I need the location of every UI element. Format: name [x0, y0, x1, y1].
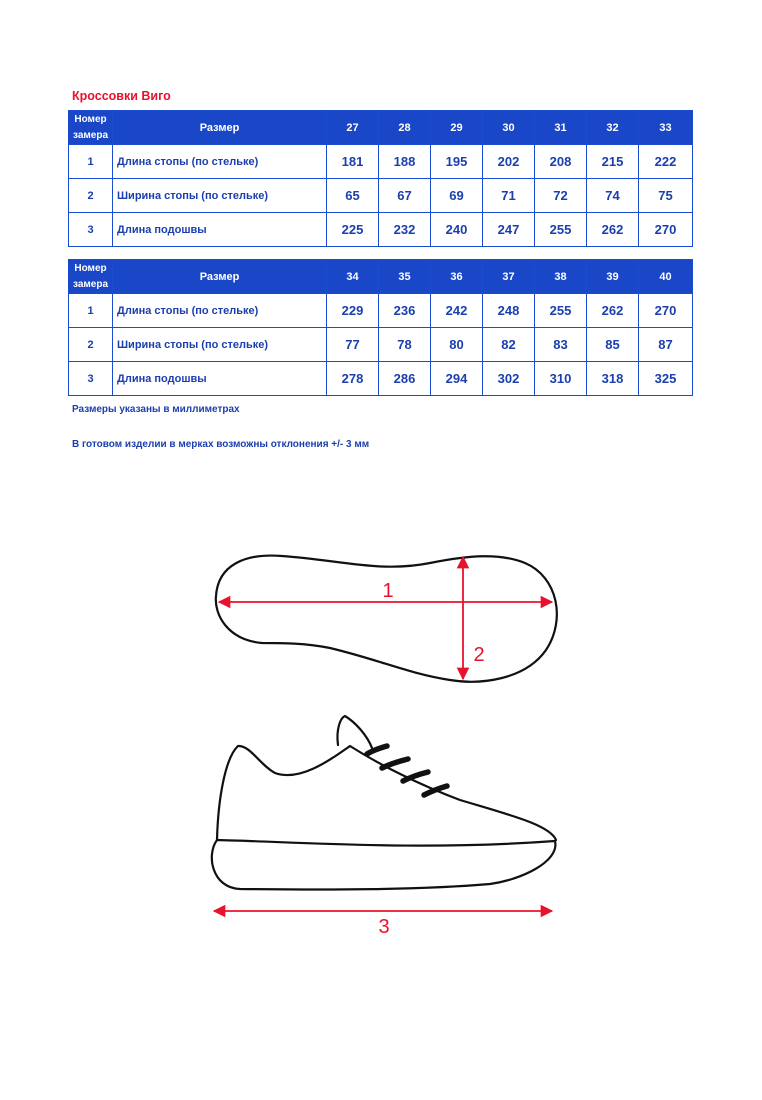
table-cell: 69	[431, 179, 483, 213]
table-cell: 195	[431, 145, 483, 179]
table-cell: 215	[587, 145, 639, 179]
table-cell: 80	[431, 328, 483, 362]
table-cell: 83	[535, 328, 587, 362]
table-cell: 302	[483, 362, 535, 396]
table-cell: 87	[639, 328, 693, 362]
size-column-header: 28	[379, 111, 431, 145]
size-column-header: 27	[327, 111, 379, 145]
row-label: Ширина стопы (по стельке)	[113, 328, 327, 362]
row-index: 2	[69, 179, 113, 213]
size-column-header: 36	[431, 260, 483, 294]
table-cell: 236	[379, 294, 431, 328]
table-cell: 72	[535, 179, 587, 213]
size-column-header: 38	[535, 260, 587, 294]
table-cell: 181	[327, 145, 379, 179]
table-cell: 286	[379, 362, 431, 396]
table-cell: 65	[327, 179, 379, 213]
size-column-header: 33	[639, 111, 693, 145]
table-cell: 208	[535, 145, 587, 179]
table-cell: 229	[327, 294, 379, 328]
row-label: Длина стопы (по стельке)	[113, 145, 327, 179]
table-cell: 310	[535, 362, 587, 396]
table-cell: 262	[587, 213, 639, 247]
foot-length-label: 1	[382, 580, 394, 602]
row-label: Длина стопы (по стельке)	[113, 294, 327, 328]
page-title: Кроссовки Виго	[72, 89, 171, 103]
table-cell: 85	[587, 328, 639, 362]
table-cell: 255	[535, 213, 587, 247]
size-column-header: 29	[431, 111, 483, 145]
table-cell: 242	[431, 294, 483, 328]
table-cell: 67	[379, 179, 431, 213]
table-cell: 270	[639, 213, 693, 247]
table-cell: 78	[379, 328, 431, 362]
table-cell: 294	[431, 362, 483, 396]
table-cell: 188	[379, 145, 431, 179]
size-header: Размер	[113, 260, 327, 294]
table-cell: 202	[483, 145, 535, 179]
size-column-header: 31	[535, 111, 587, 145]
size-column-header: 34	[327, 260, 379, 294]
row-index: 1	[69, 145, 113, 179]
size-column-header: 39	[587, 260, 639, 294]
insole-outline	[216, 556, 557, 682]
table-cell: 82	[483, 328, 535, 362]
table-cell: 225	[327, 213, 379, 247]
row-label: Длина подошвы	[113, 362, 327, 396]
table-cell: 240	[431, 213, 483, 247]
table-cell: 74	[587, 179, 639, 213]
foot-width-label: 2	[473, 644, 485, 666]
row-index: 2	[69, 328, 113, 362]
table-cell: 247	[483, 213, 535, 247]
table-cell: 270	[639, 294, 693, 328]
size-column-header: 40	[639, 260, 693, 294]
sole-length-label: 3	[378, 916, 390, 938]
table-cell: 248	[483, 294, 535, 328]
row-label: Длина подошвы	[113, 213, 327, 247]
table-cell: 232	[379, 213, 431, 247]
size-column-header: 32	[587, 111, 639, 145]
size-column-header: 37	[483, 260, 535, 294]
row-index: 3	[69, 213, 113, 247]
table-cell: 71	[483, 179, 535, 213]
table-cell: 262	[587, 294, 639, 328]
table-cell: 318	[587, 362, 639, 396]
row-label: Ширина стопы (по стельке)	[113, 179, 327, 213]
table-cell: 77	[327, 328, 379, 362]
tolerance-note: В готовом изделии в мерках возможны отклонения +/- 3 мм	[72, 439, 370, 450]
table-cell: 278	[327, 362, 379, 396]
size-header: Размер	[113, 111, 327, 145]
measure-number-header: Номер замера	[69, 260, 113, 294]
sneaker-outline	[212, 716, 556, 889]
row-index: 1	[69, 294, 113, 328]
row-index: 3	[69, 362, 113, 396]
table-cell: 325	[639, 362, 693, 396]
measure-number-header: Номер замера	[69, 111, 113, 145]
table-cell: 222	[639, 145, 693, 179]
size-column-header: 30	[483, 111, 535, 145]
table-cell: 75	[639, 179, 693, 213]
size-column-header: 35	[379, 260, 431, 294]
table-cell: 255	[535, 294, 587, 328]
units-note: Размеры указаны в миллиметрах	[72, 404, 240, 415]
